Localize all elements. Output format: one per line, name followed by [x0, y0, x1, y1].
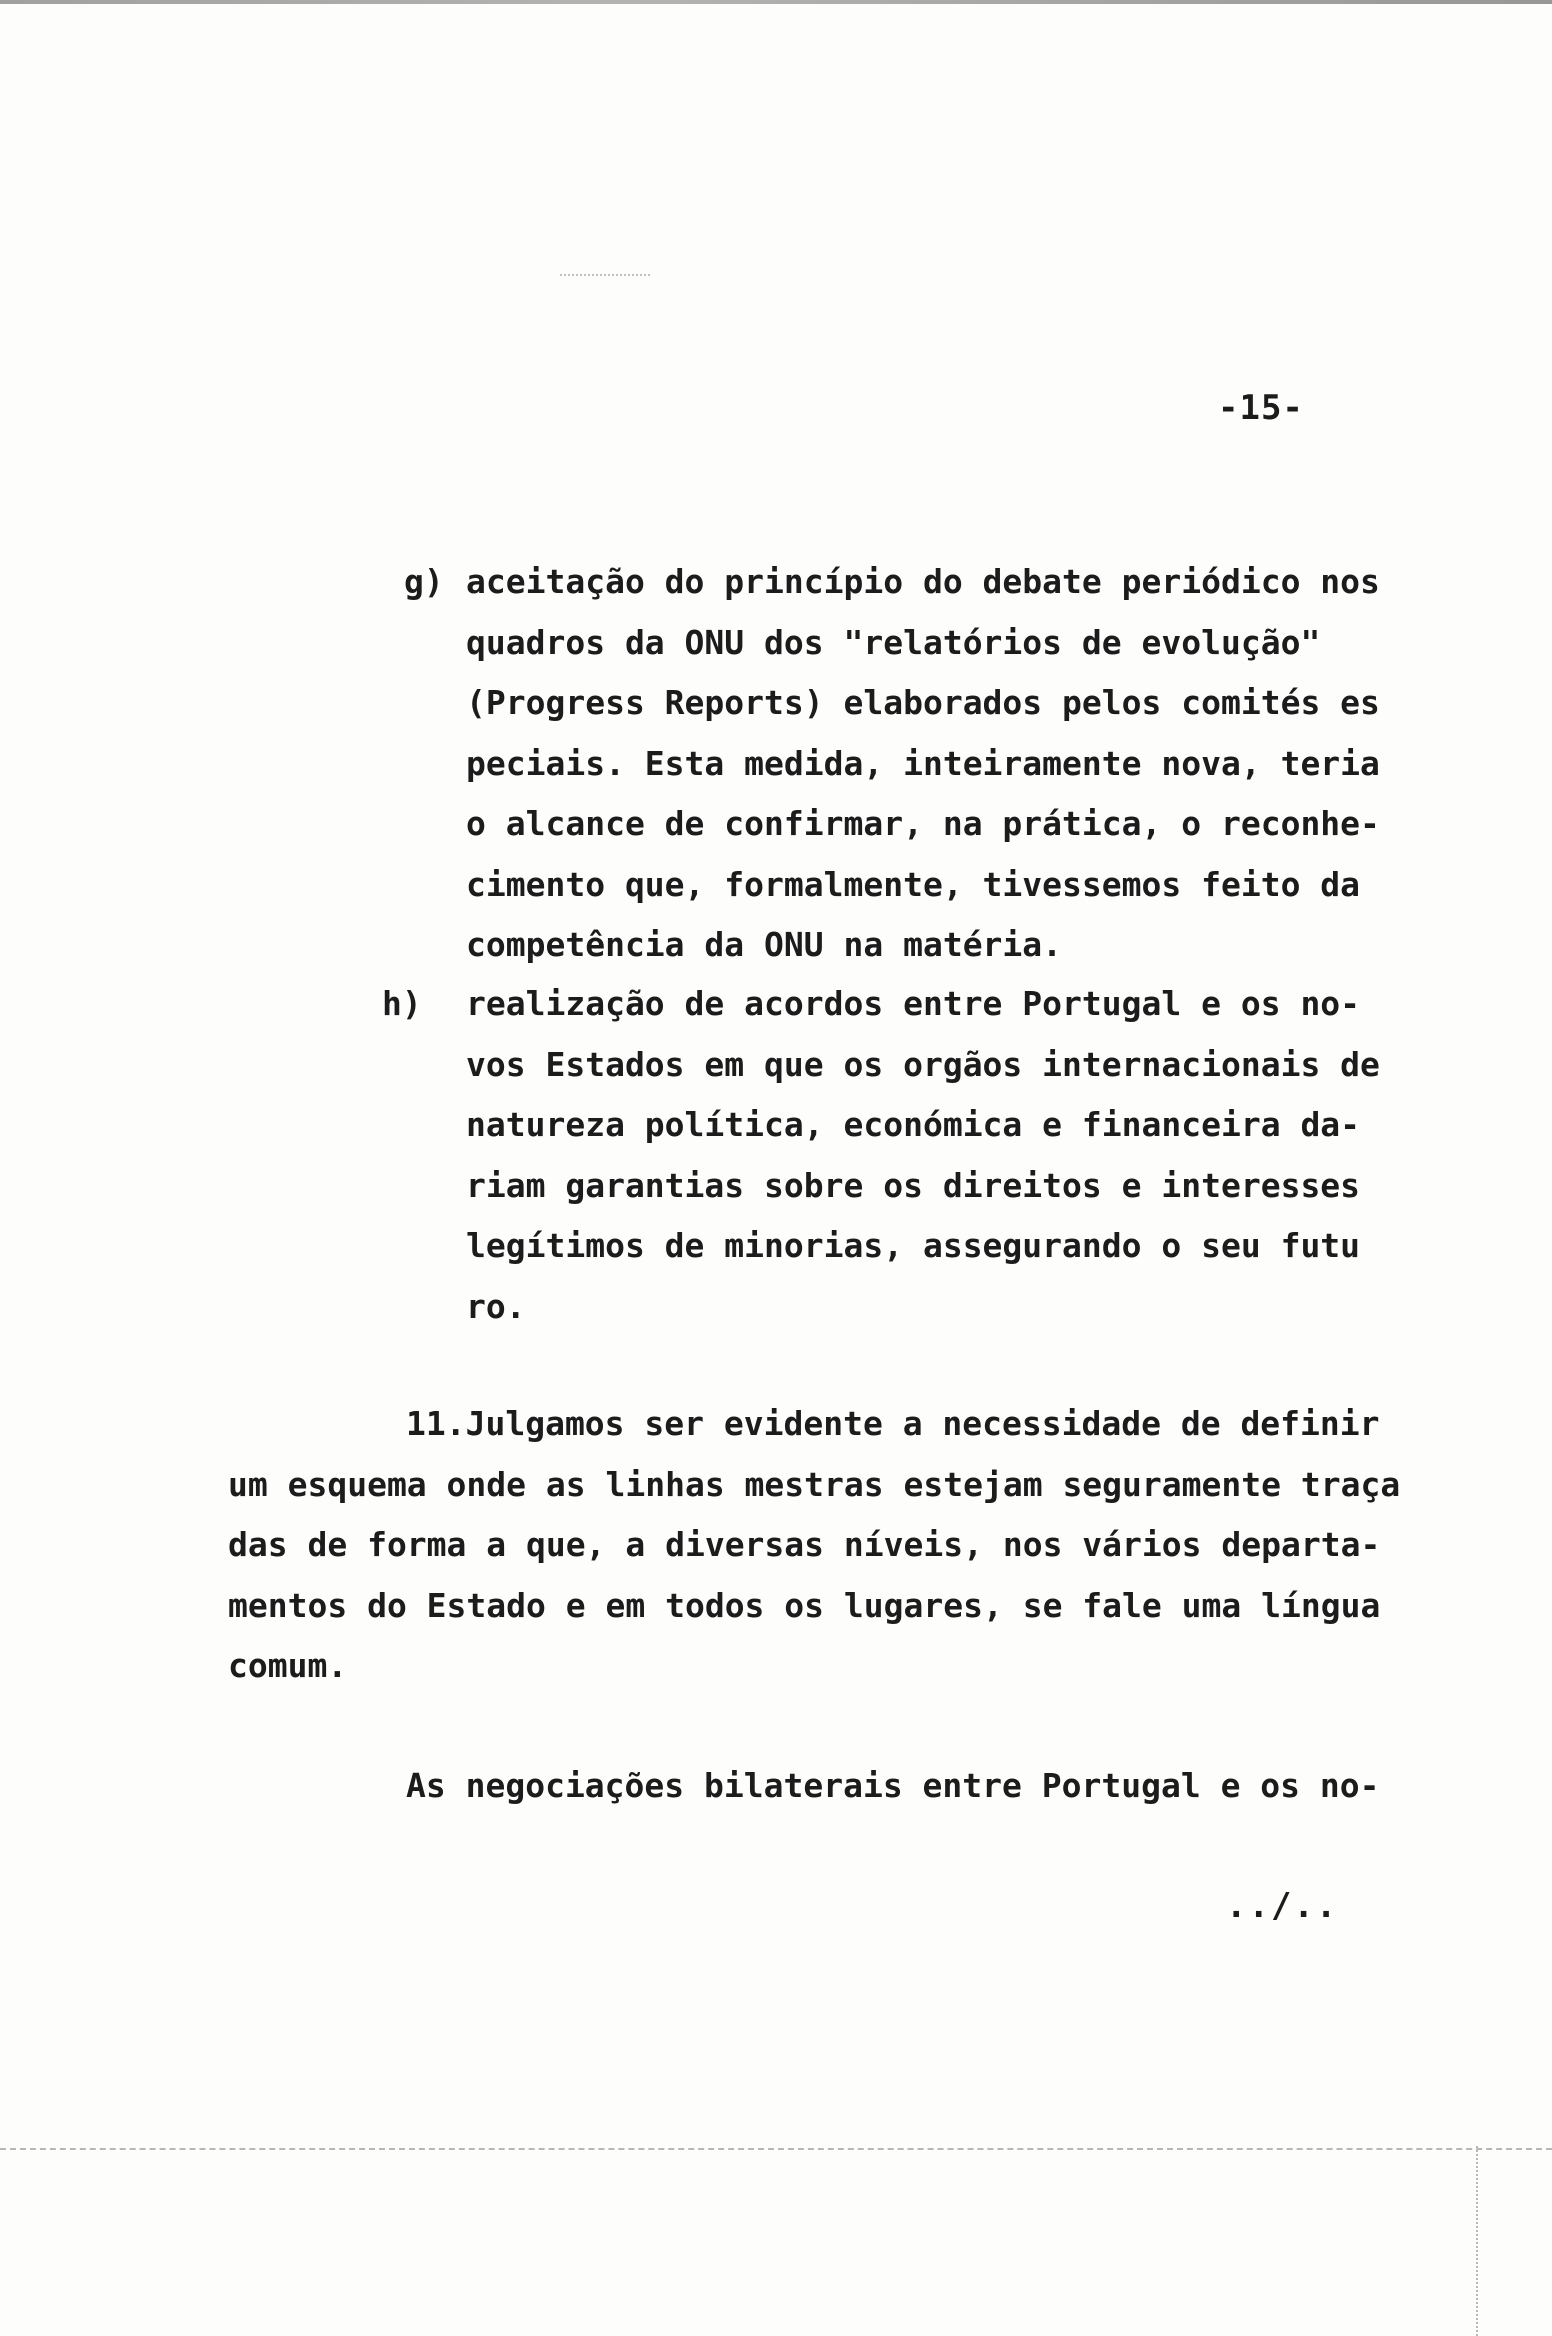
- list-marker-g: g): [404, 562, 444, 601]
- text-line: peciais. Esta medida, inteiramente nova, teria: [466, 743, 1380, 783]
- list-item-g-body: [466, 552, 1380, 976]
- text-line: riam garantias sobre os direitos e interesses: [466, 1165, 1361, 1205]
- list-item-h-body: [466, 974, 1380, 1337]
- text-line: As negociações bilaterais entre Portugal e os no-: [406, 1766, 1380, 1805]
- paragraph-continued: [406, 1756, 1380, 1817]
- text-line: das de forma a que, a diversas níveis, nos vários departa-: [228, 1525, 1381, 1564]
- continuation-mark: ../..: [1226, 1886, 1339, 1926]
- text-line: competência da ONU na matéria.: [466, 925, 1063, 964]
- text-line: (Progress Reports) elaborados pelos comités es: [466, 683, 1380, 722]
- scan-edge-top: [0, 0, 1552, 4]
- text-line: cimento que, formalmente, tivessemos feito da: [466, 864, 1361, 904]
- text-line: o alcance de confirmar, na prática, o reconhe-: [466, 804, 1380, 843]
- text-line: ro.: [466, 1286, 526, 1326]
- scan-smudge: [560, 274, 650, 280]
- list-marker-h: h): [382, 984, 422, 1023]
- text-line: vos Estados em que os orgãos internacionais de: [466, 1044, 1380, 1084]
- text-line: realização de acordos entre Portugal e os no-: [466, 984, 1361, 1023]
- page-number: -15-: [1218, 388, 1304, 428]
- text-line: natureza política, económica e financeira da-: [466, 1105, 1361, 1144]
- scan-edge-bottom: [0, 2148, 1552, 2150]
- scan-edge-right: [1476, 2146, 1478, 2336]
- text-line: comum.: [228, 1646, 348, 1685]
- text-line: 11.Julgamos ser evidente a necessidade de definir: [406, 1404, 1380, 1443]
- text-line: mentos do Estado e em todos os lugares, se fale uma língua: [228, 1585, 1381, 1625]
- paragraph-11: [228, 1394, 1400, 1697]
- text-line: legítimos de minorias, assegurando o seu futu: [466, 1226, 1361, 1265]
- text-line: aceitação do princípio do debate periódico nos: [466, 562, 1380, 601]
- text-line: um esquema onde as linhas mestras estejam seguramente traça: [228, 1464, 1401, 1504]
- text-line: quadros da ONU dos "relatórios de evolução": [466, 622, 1321, 662]
